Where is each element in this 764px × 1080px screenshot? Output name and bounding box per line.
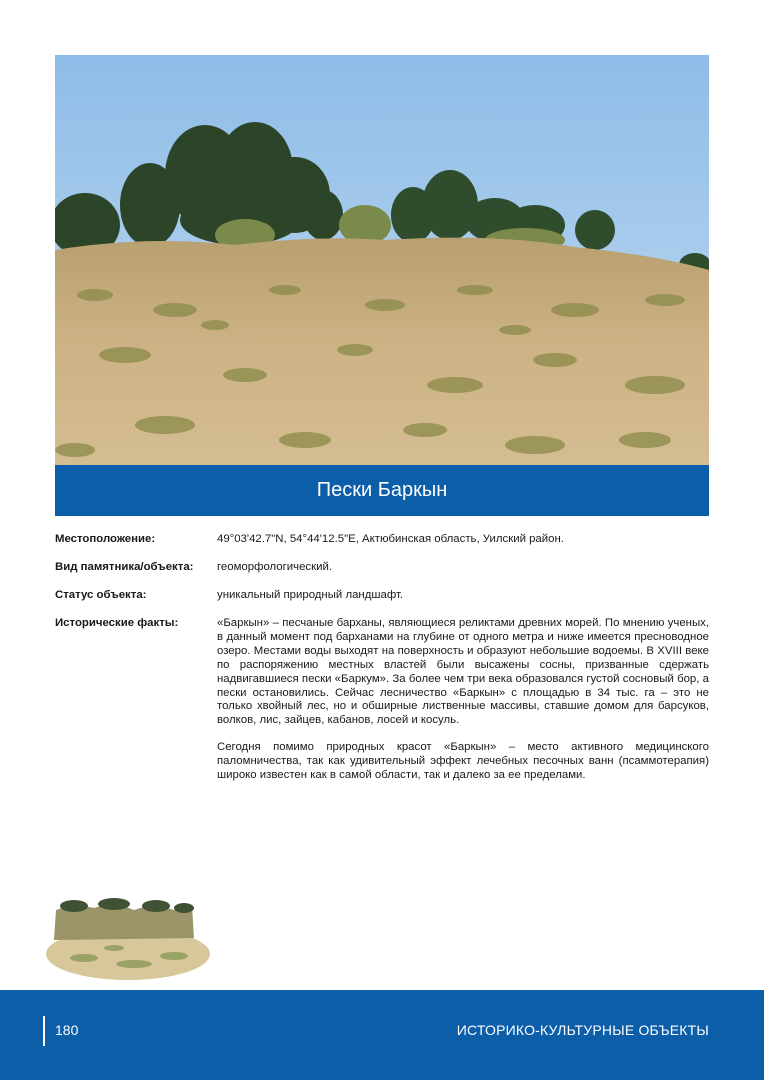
history-paragraph: Сегодня помимо природных красот «Баркын» – место активного медицинского паломничества, так как удивительный эффект лечебных песочных ванн (псаммотерапия) широко известен как в самой области, так и далеко за ее пределами. [217, 741, 709, 782]
page-number: 180 [55, 1022, 79, 1038]
fact-row-history [55, 617, 709, 783]
fact-row-type [55, 561, 709, 575]
fact-label: Местоположение: [55, 533, 156, 545]
fact-label: Вид памятника/объекта: [55, 561, 194, 573]
decorative-landscape-thumbnail [44, 880, 212, 984]
footer [0, 990, 764, 1080]
fact-row-location [55, 533, 709, 547]
footer-divider [43, 1016, 45, 1046]
title-band [55, 465, 709, 516]
fact-value: 49°03'42.7"N, 54°44'12.5"E, Актюбинская область, Уилский район. [217, 533, 564, 545]
landscape-photo [55, 55, 709, 465]
fact-label: Статус объекта: [55, 589, 147, 601]
history-paragraph: «Баркын» – песчаные барханы, являющиеся реликтами древних морей. По мнению ученых, в данный момент под барханами на глубине от одного метра и ниже имеется пресноводное озеро. Местами воды выходят на поверхность и образуют небольшие водоемы. В XVIII веке по распоряжению местных властей были высажены сосны, призванные сдержать надвигавшиеся пески «Баркум». За более чем три века образовался густой сосновый бор, а пески остановились. Сейчас лесничество «Баркын» с площадью в 34 тыс. га – это не только хвойный лес, но и обширные лиственные массивы, ставшие домом для барсуков, волков, лис, зайцев, кабанов, лосей и косуль. [217, 617, 709, 727]
fact-value: уникальный природный ландшафт. [217, 589, 404, 601]
page-title: Пески Баркын [316, 479, 448, 501]
section-title: ИСТОРИКО-КУЛЬТУРНЫЕ ОБЪЕКТЫ [456, 1022, 709, 1038]
fact-value [217, 617, 709, 783]
fact-row-status [55, 589, 709, 603]
fact-value: геоморфологический. [217, 561, 332, 573]
fact-label: Исторические факты: [55, 617, 179, 629]
